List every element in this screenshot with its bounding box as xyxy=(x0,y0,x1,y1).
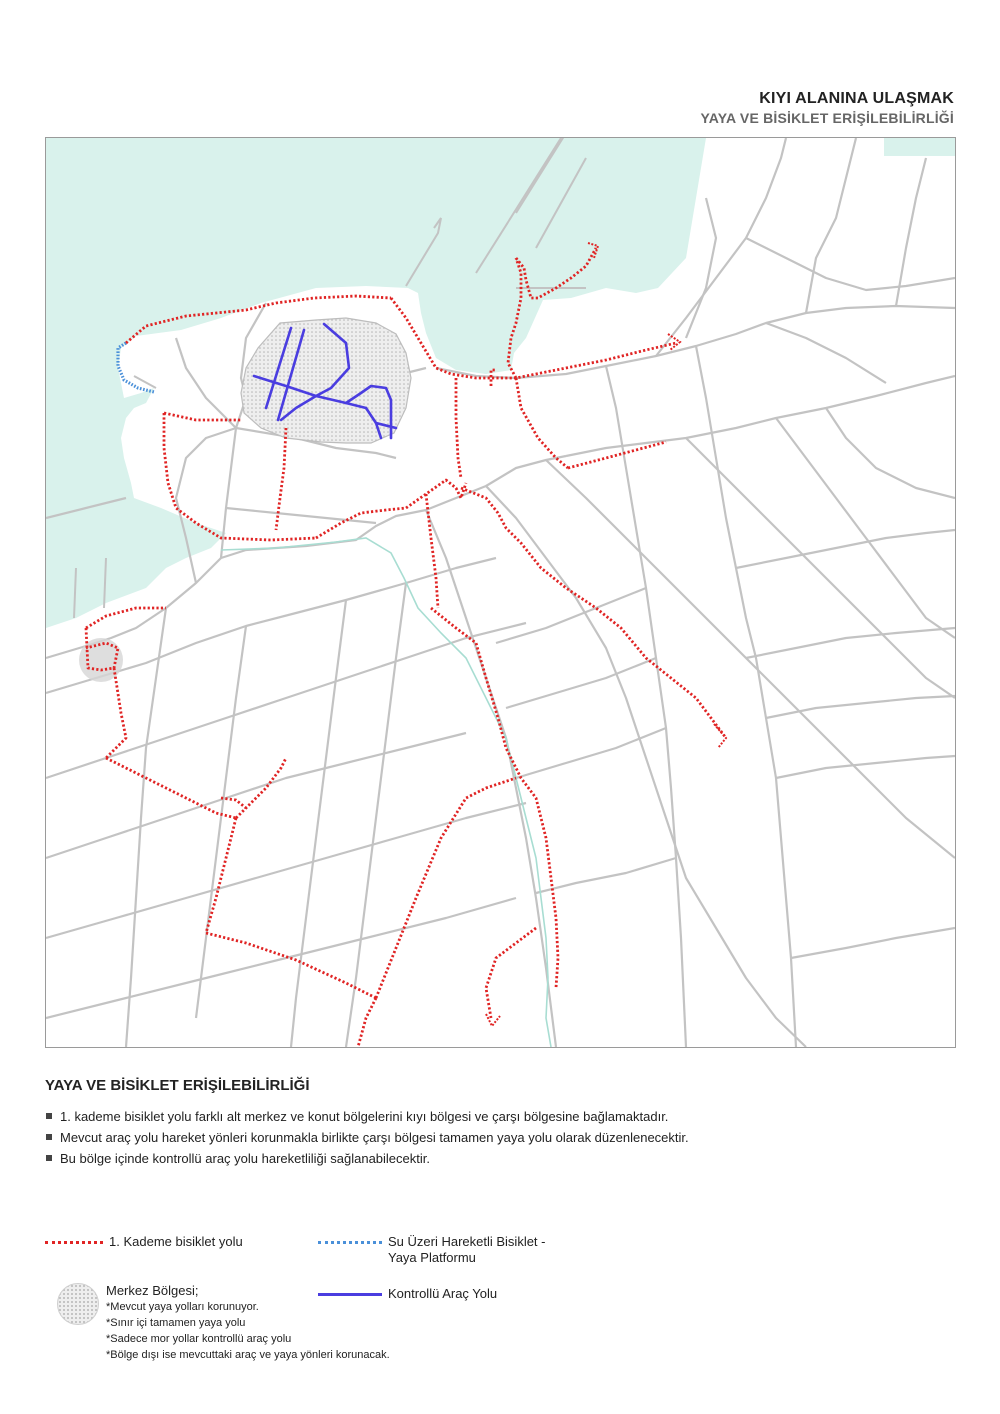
stream xyxy=(221,538,551,1047)
controlled-road-legend-swatch xyxy=(318,1293,382,1296)
water-platform-legend-label xyxy=(388,1234,546,1266)
center-zone-note: *Sadece mor yollar kontrollü araç yolu xyxy=(106,1333,292,1345)
map[interactable] xyxy=(45,137,956,1048)
center-zone-note: *Sınır içi tamamen yaya yolu xyxy=(106,1317,246,1329)
page-title: KIYI ALANINA ULAŞMAK xyxy=(759,90,954,107)
bike-route-legend-swatch xyxy=(45,1241,103,1247)
description-heading: YAYA VE BİSİKLET ERİŞİLEBİLİRLİĞİ xyxy=(45,1077,310,1094)
water-platform-legend-swatch xyxy=(318,1241,382,1247)
controlled-road-legend-label: Kontrollü Araç Yolu xyxy=(388,1286,498,1301)
sea-area xyxy=(46,138,955,628)
list-item: Mevcut araç yolu hareket yönleri korunmakla birlikte çarşı bölgesi tamamen yaya yolu olarak düzenlenecektir. xyxy=(45,1127,689,1148)
bike-route-legend-label: 1. Kademe bisiklet yolu xyxy=(109,1234,243,1249)
junction-highlight xyxy=(79,638,123,682)
center-zone-legend-title: Merkez Bölgesi; xyxy=(106,1283,199,1298)
page-subtitle: YAYA VE BİSİKLET ERİŞİLEBİLİRLİĞİ xyxy=(700,110,954,126)
water-platform-legend-line2: Yaya Platformu xyxy=(388,1250,476,1265)
list-item: 1. kademe bisiklet yolu farklı alt merkez ve konut bölgelerini kıyı bölgesi ve çarşı bölgesine bağlamaktadır. xyxy=(45,1106,689,1127)
page-header xyxy=(701,90,954,126)
center-zone-notes xyxy=(106,1299,390,1363)
center-zone-note: *Mevcut yaya yolları korunuyor. xyxy=(106,1301,259,1313)
center-zone-note: *Bölge dışı ise mevcuttaki araç ve yaya yönleri korunacak. xyxy=(106,1349,390,1361)
center-zone-legend-swatch xyxy=(57,1283,99,1325)
list-item: Bu bölge içinde kontrollü araç yolu hareketliliği sağlanabilecektir. xyxy=(45,1148,689,1169)
water-platform-legend-line1: Su Üzeri Hareketli Bisiklet - xyxy=(388,1234,546,1249)
map-canvas xyxy=(46,138,955,1047)
description-list xyxy=(45,1106,689,1169)
